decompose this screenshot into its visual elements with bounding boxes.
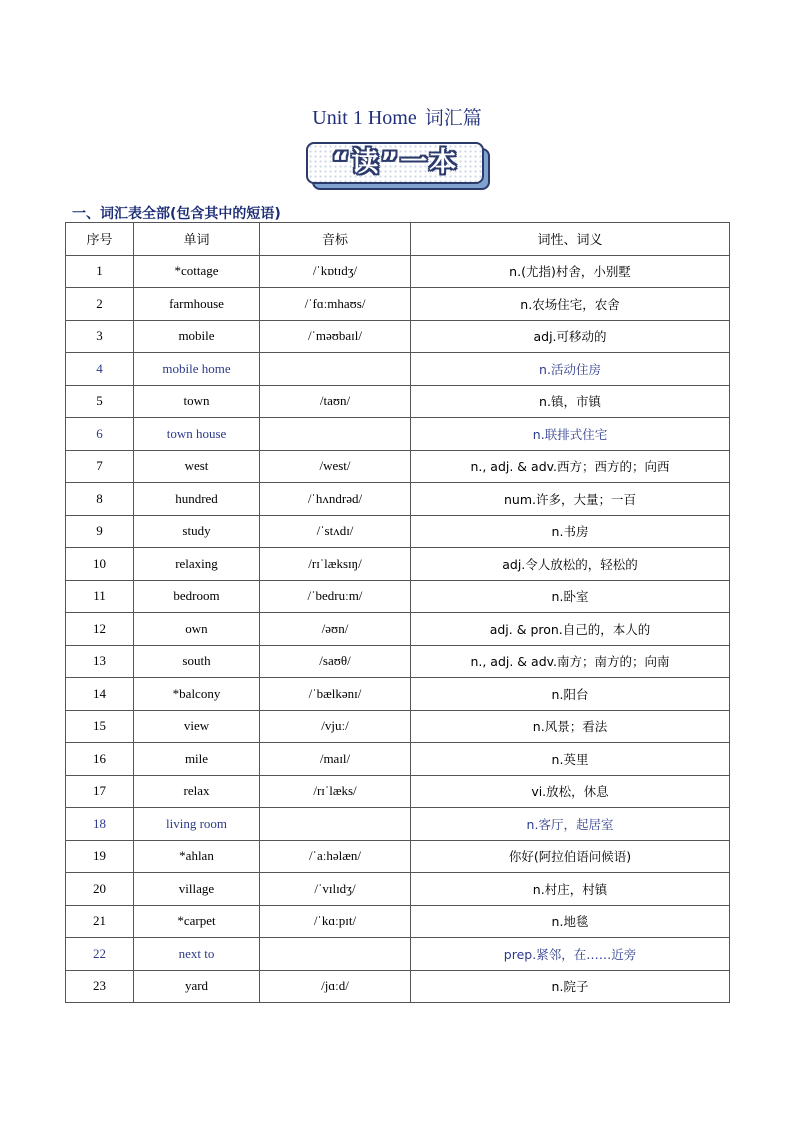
row-meaning: prep.紧邻，在……近旁 <box>411 938 730 971</box>
table-header-row <box>66 223 730 256</box>
table-row <box>66 840 730 873</box>
document-title <box>0 103 794 130</box>
row-phonetic <box>260 418 411 451</box>
table-row <box>66 645 730 678</box>
row-meaning: n.地毯 <box>411 905 730 938</box>
row-meaning: n.英里 <box>411 743 730 776</box>
row-phonetic <box>260 938 411 971</box>
row-phonetic: /ˈkɑːpɪt/ <box>260 905 411 938</box>
row-number: 5 <box>66 385 134 418</box>
row-phonetic: /maɪl/ <box>260 743 411 776</box>
row-phonetic: /ˈbælkənɪ/ <box>260 678 411 711</box>
row-word: relax <box>134 775 260 808</box>
row-meaning: num.许多，大量；一百 <box>411 483 730 516</box>
row-number: 1 <box>66 255 134 288</box>
row-word: view <box>134 710 260 743</box>
row-word: bedroom <box>134 580 260 613</box>
title-english: Unit 1 Home <box>312 107 417 129</box>
row-phonetic: /əʊn/ <box>260 613 411 646</box>
row-phonetic: /ˈhʌndrəd/ <box>260 483 411 516</box>
row-phonetic: /ˈməʊbaɪl/ <box>260 320 411 353</box>
table-row <box>66 580 730 613</box>
table-row <box>66 970 730 1003</box>
row-word: study <box>134 515 260 548</box>
row-word: town house <box>134 418 260 451</box>
row-number: 4 <box>66 353 134 386</box>
row-meaning: n.书房 <box>411 515 730 548</box>
row-meaning: adj.可移动的 <box>411 320 730 353</box>
row-number: 16 <box>66 743 134 776</box>
table-row <box>66 288 730 321</box>
read-badge <box>306 142 490 190</box>
row-word: next to <box>134 938 260 971</box>
row-meaning: 你好(阿拉伯语问候语) <box>411 840 730 873</box>
table-row <box>66 255 730 288</box>
row-meaning: n.镇，市镇 <box>411 385 730 418</box>
row-meaning: n., adj. & adv.西方；西方的；向西 <box>411 450 730 483</box>
row-word: *balcony <box>134 678 260 711</box>
row-meaning: n.联排式住宅 <box>411 418 730 451</box>
table-row <box>66 418 730 451</box>
row-meaning: n.村庄，村镇 <box>411 873 730 906</box>
row-phonetic <box>260 353 411 386</box>
row-word: relaxing <box>134 548 260 581</box>
table-row <box>66 775 730 808</box>
row-number: 19 <box>66 840 134 873</box>
row-word: town <box>134 385 260 418</box>
table-row <box>66 938 730 971</box>
table-body <box>66 255 730 1003</box>
row-number: 3 <box>66 320 134 353</box>
row-word: *cottage <box>134 255 260 288</box>
row-phonetic: /ˈbedruːm/ <box>260 580 411 613</box>
row-number: 14 <box>66 678 134 711</box>
row-word: *ahlan <box>134 840 260 873</box>
row-meaning: n.农场住宅，农舍 <box>411 288 730 321</box>
row-word: yard <box>134 970 260 1003</box>
row-word: *carpet <box>134 905 260 938</box>
title-chinese: 词汇篇 <box>424 107 482 129</box>
table-row <box>66 710 730 743</box>
row-number: 21 <box>66 905 134 938</box>
row-word: village <box>134 873 260 906</box>
row-number: 6 <box>66 418 134 451</box>
row-word: south <box>134 645 260 678</box>
row-meaning: n.卧室 <box>411 580 730 613</box>
table-row <box>66 613 730 646</box>
row-phonetic <box>260 808 411 841</box>
row-phonetic: /west/ <box>260 450 411 483</box>
row-word: west <box>134 450 260 483</box>
row-phonetic: /saʊθ/ <box>260 645 411 678</box>
row-phonetic: /ˈvɪlɪdʒ/ <box>260 873 411 906</box>
row-number: 12 <box>66 613 134 646</box>
row-number: 18 <box>66 808 134 841</box>
row-phonetic: /jɑːd/ <box>260 970 411 1003</box>
vocabulary-table <box>65 222 730 1003</box>
row-number: 9 <box>66 515 134 548</box>
row-phonetic: /ˈaːhəlæn/ <box>260 840 411 873</box>
row-meaning: n.阳台 <box>411 678 730 711</box>
row-number: 23 <box>66 970 134 1003</box>
row-number: 17 <box>66 775 134 808</box>
row-number: 8 <box>66 483 134 516</box>
row-word: living room <box>134 808 260 841</box>
row-word: farmhouse <box>134 288 260 321</box>
row-word: mile <box>134 743 260 776</box>
header-meaning: 词性、词义 <box>411 223 730 256</box>
table-row <box>66 873 730 906</box>
row-phonetic: /taʊn/ <box>260 385 411 418</box>
row-phonetic: /vjuː/ <box>260 710 411 743</box>
row-meaning: n.(尤指)村舍，小别墅 <box>411 255 730 288</box>
row-number: 7 <box>66 450 134 483</box>
row-phonetic: /ˈstʌdɪ/ <box>260 515 411 548</box>
row-number: 13 <box>66 645 134 678</box>
table-row <box>66 808 730 841</box>
header-word: 单词 <box>134 223 260 256</box>
row-meaning: adj. & pron.自己的，本人的 <box>411 613 730 646</box>
row-word: mobile <box>134 320 260 353</box>
row-phonetic: /rɪˈlæks/ <box>260 775 411 808</box>
header-phonetic: 音标 <box>260 223 411 256</box>
row-meaning: n.院子 <box>411 970 730 1003</box>
table-row <box>66 320 730 353</box>
row-word: mobile home <box>134 353 260 386</box>
row-meaning: n.活动住房 <box>411 353 730 386</box>
row-number: 10 <box>66 548 134 581</box>
badge-label: “读”一本 <box>331 147 459 178</box>
row-number: 22 <box>66 938 134 971</box>
row-word: own <box>134 613 260 646</box>
table-row <box>66 905 730 938</box>
header-number: 序号 <box>66 223 134 256</box>
row-meaning: adj.令人放松的，轻松的 <box>411 548 730 581</box>
row-meaning: n., adj. & adv.南方；南方的；向南 <box>411 645 730 678</box>
row-meaning: n.风景；看法 <box>411 710 730 743</box>
table-row <box>66 353 730 386</box>
row-number: 20 <box>66 873 134 906</box>
row-phonetic: /rɪˈlæksɪŋ/ <box>260 548 411 581</box>
section-heading: 一、词汇表全部(包含其中的短语) <box>72 206 281 222</box>
row-word: hundred <box>134 483 260 516</box>
table-row <box>66 678 730 711</box>
row-phonetic: /ˈfɑːmhaʊs/ <box>260 288 411 321</box>
table-row <box>66 743 730 776</box>
row-number: 2 <box>66 288 134 321</box>
table-row <box>66 548 730 581</box>
table-row <box>66 385 730 418</box>
row-number: 15 <box>66 710 134 743</box>
table-row <box>66 483 730 516</box>
row-meaning: vi.放松，休息 <box>411 775 730 808</box>
row-meaning: n.客厅，起居室 <box>411 808 730 841</box>
row-phonetic: /ˈkɒtɪdʒ/ <box>260 255 411 288</box>
table-row <box>66 450 730 483</box>
row-number: 11 <box>66 580 134 613</box>
table-row <box>66 515 730 548</box>
